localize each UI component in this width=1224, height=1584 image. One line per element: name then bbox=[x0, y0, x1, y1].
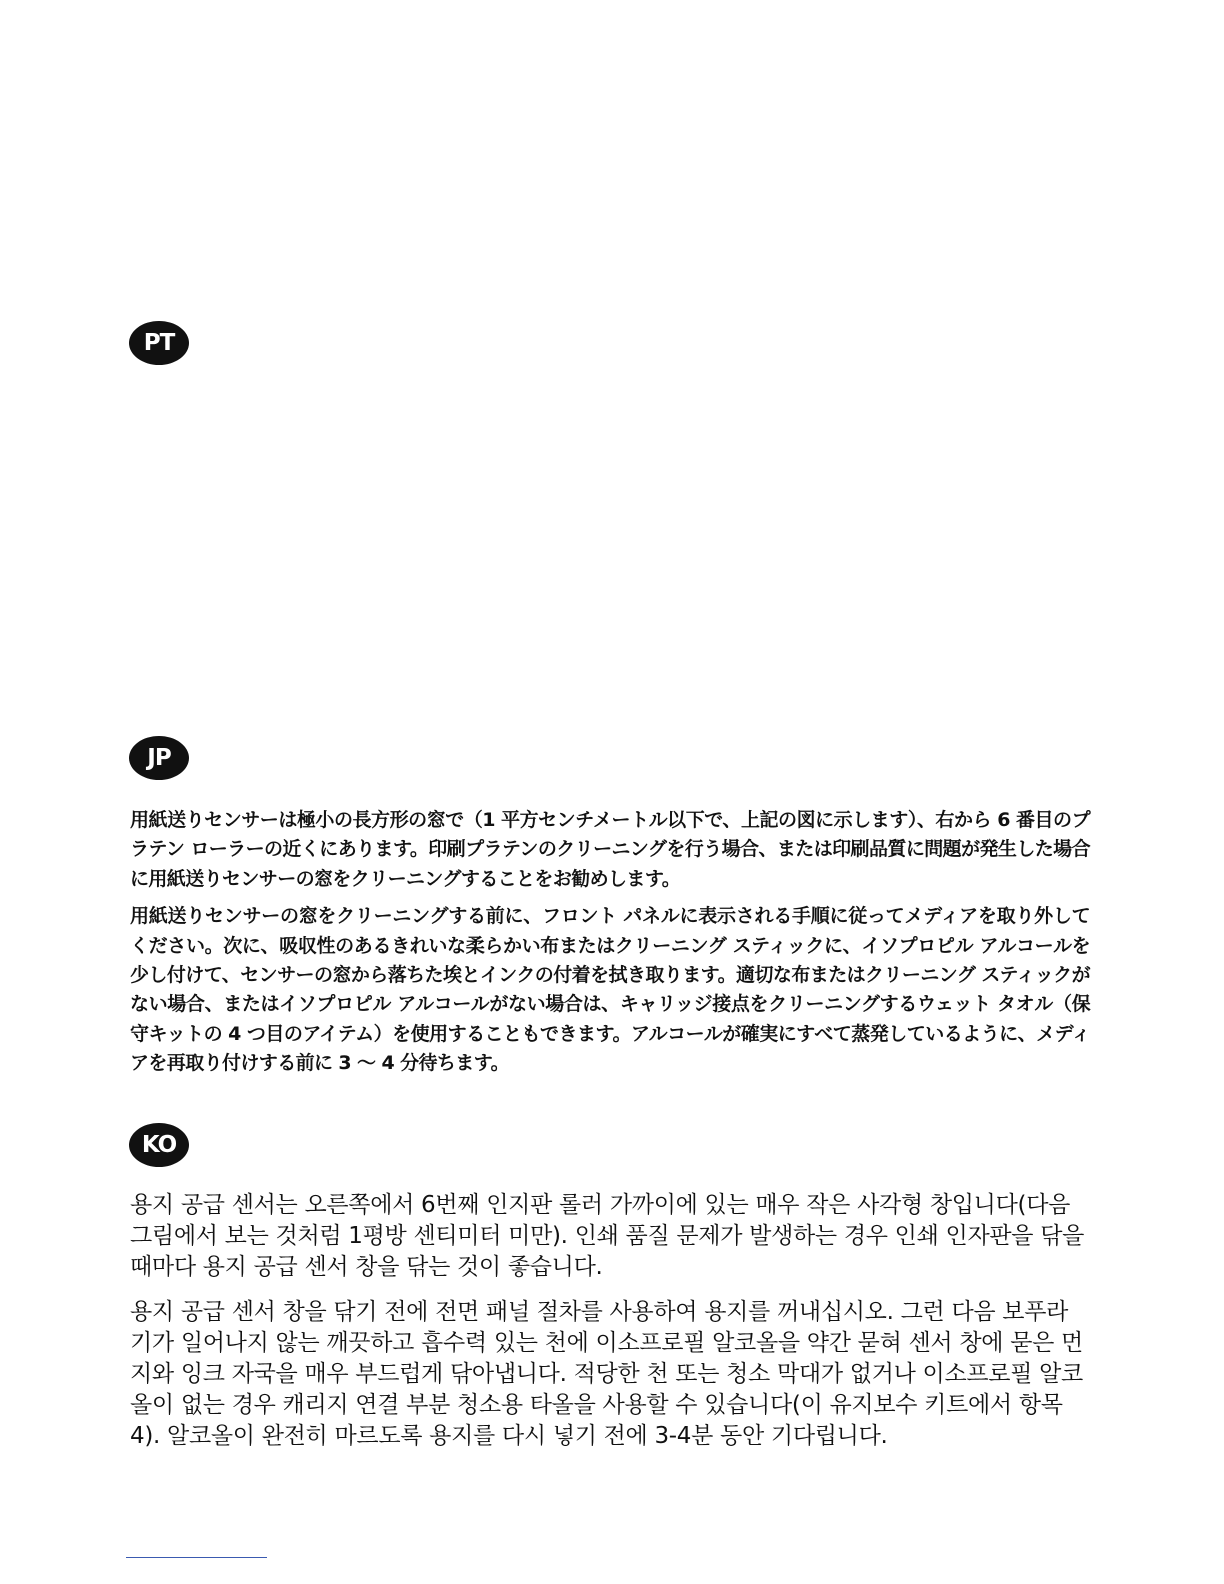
footer-rule bbox=[126, 1557, 267, 1558]
japanese-section bbox=[130, 806, 1090, 1079]
jp-paragraph-2: 用紙送りセンサーの窓をクリーニングする前に、フロント パネルに表示される手順に従ってメディアを取り外してください。次に、吸収性のあるきれいな柔らかい布またはクリーニング スティックに、イソプロピル アルコールを少し付けて、センサーの窓から落ちた埃とインクの付着を拭き取ります。適切な布またはクリーニング スティックがない場合、またはイソプロピル アルコールがない場合は、キャリッジ接点をクリーニングするウェット タオル（保守キットの 4 つ目のアイテム）を使用することもできます。アルコールが確実にすべて蒸発しているように、メディアを再取り付けする前に 3 ～ 4 分待ちます。 bbox=[130, 905, 1090, 1075]
language-badge-ko: KO bbox=[129, 1123, 189, 1167]
jp-paragraph-1: 用紙送りセンサーは極小の長方形の窓で（1 平方センチメートル以下で、上記の図に示します）、右から 6 番目のプラテン ローラーの近くにあります。印刷プラテンのクリーニングを行う場合、または印刷品質に問題が発生した場合に用紙送りセンサーの窓をクリーニングすることをお勧めします。 bbox=[130, 809, 1090, 890]
language-badge-pt: PT bbox=[129, 321, 189, 365]
ko-paragraph-2: 용지 공급 센서 창을 닦기 전에 전면 패널 절차를 사용하여 용지를 꺼내십시오. 그런 다음 보푸라기가 일어나지 않는 깨끗하고 흡수력 있는 천에 이소프로필 알코올을 약간 묻혀 센서 창에 묻은 먼지와 잉크 자국을 매우 부드럽게 닦아냅니다. 적당한 천 또는 청소 막대가 없거나 이소프로필 알코올이 없는 경우 캐리지 연결 부분 청소용 타올을 사용할 수 있습니다(이 유지보수 키트에서 항목 4). 알코올이 완전히 마르도록 용지를 다시 넣기 전에 3-4분 동안 기다립니다. bbox=[130, 1299, 1083, 1449]
ko-paragraph-1: 용지 공급 센서는 오른쪽에서 6번째 인지판 롤러 가까이에 있는 매우 작은 사각형 창입니다(다음 그림에서 보는 것처럼 1평방 센티미터 미만). 인쇄 품질 문제가 발생하는 경우 인쇄 인자판을 닦을 때마다 용지 공급 센서 창을 닦는 것이 좋습니다. bbox=[130, 1192, 1085, 1280]
language-badge-jp: JP bbox=[129, 736, 189, 780]
korean-section bbox=[130, 1190, 1085, 1452]
